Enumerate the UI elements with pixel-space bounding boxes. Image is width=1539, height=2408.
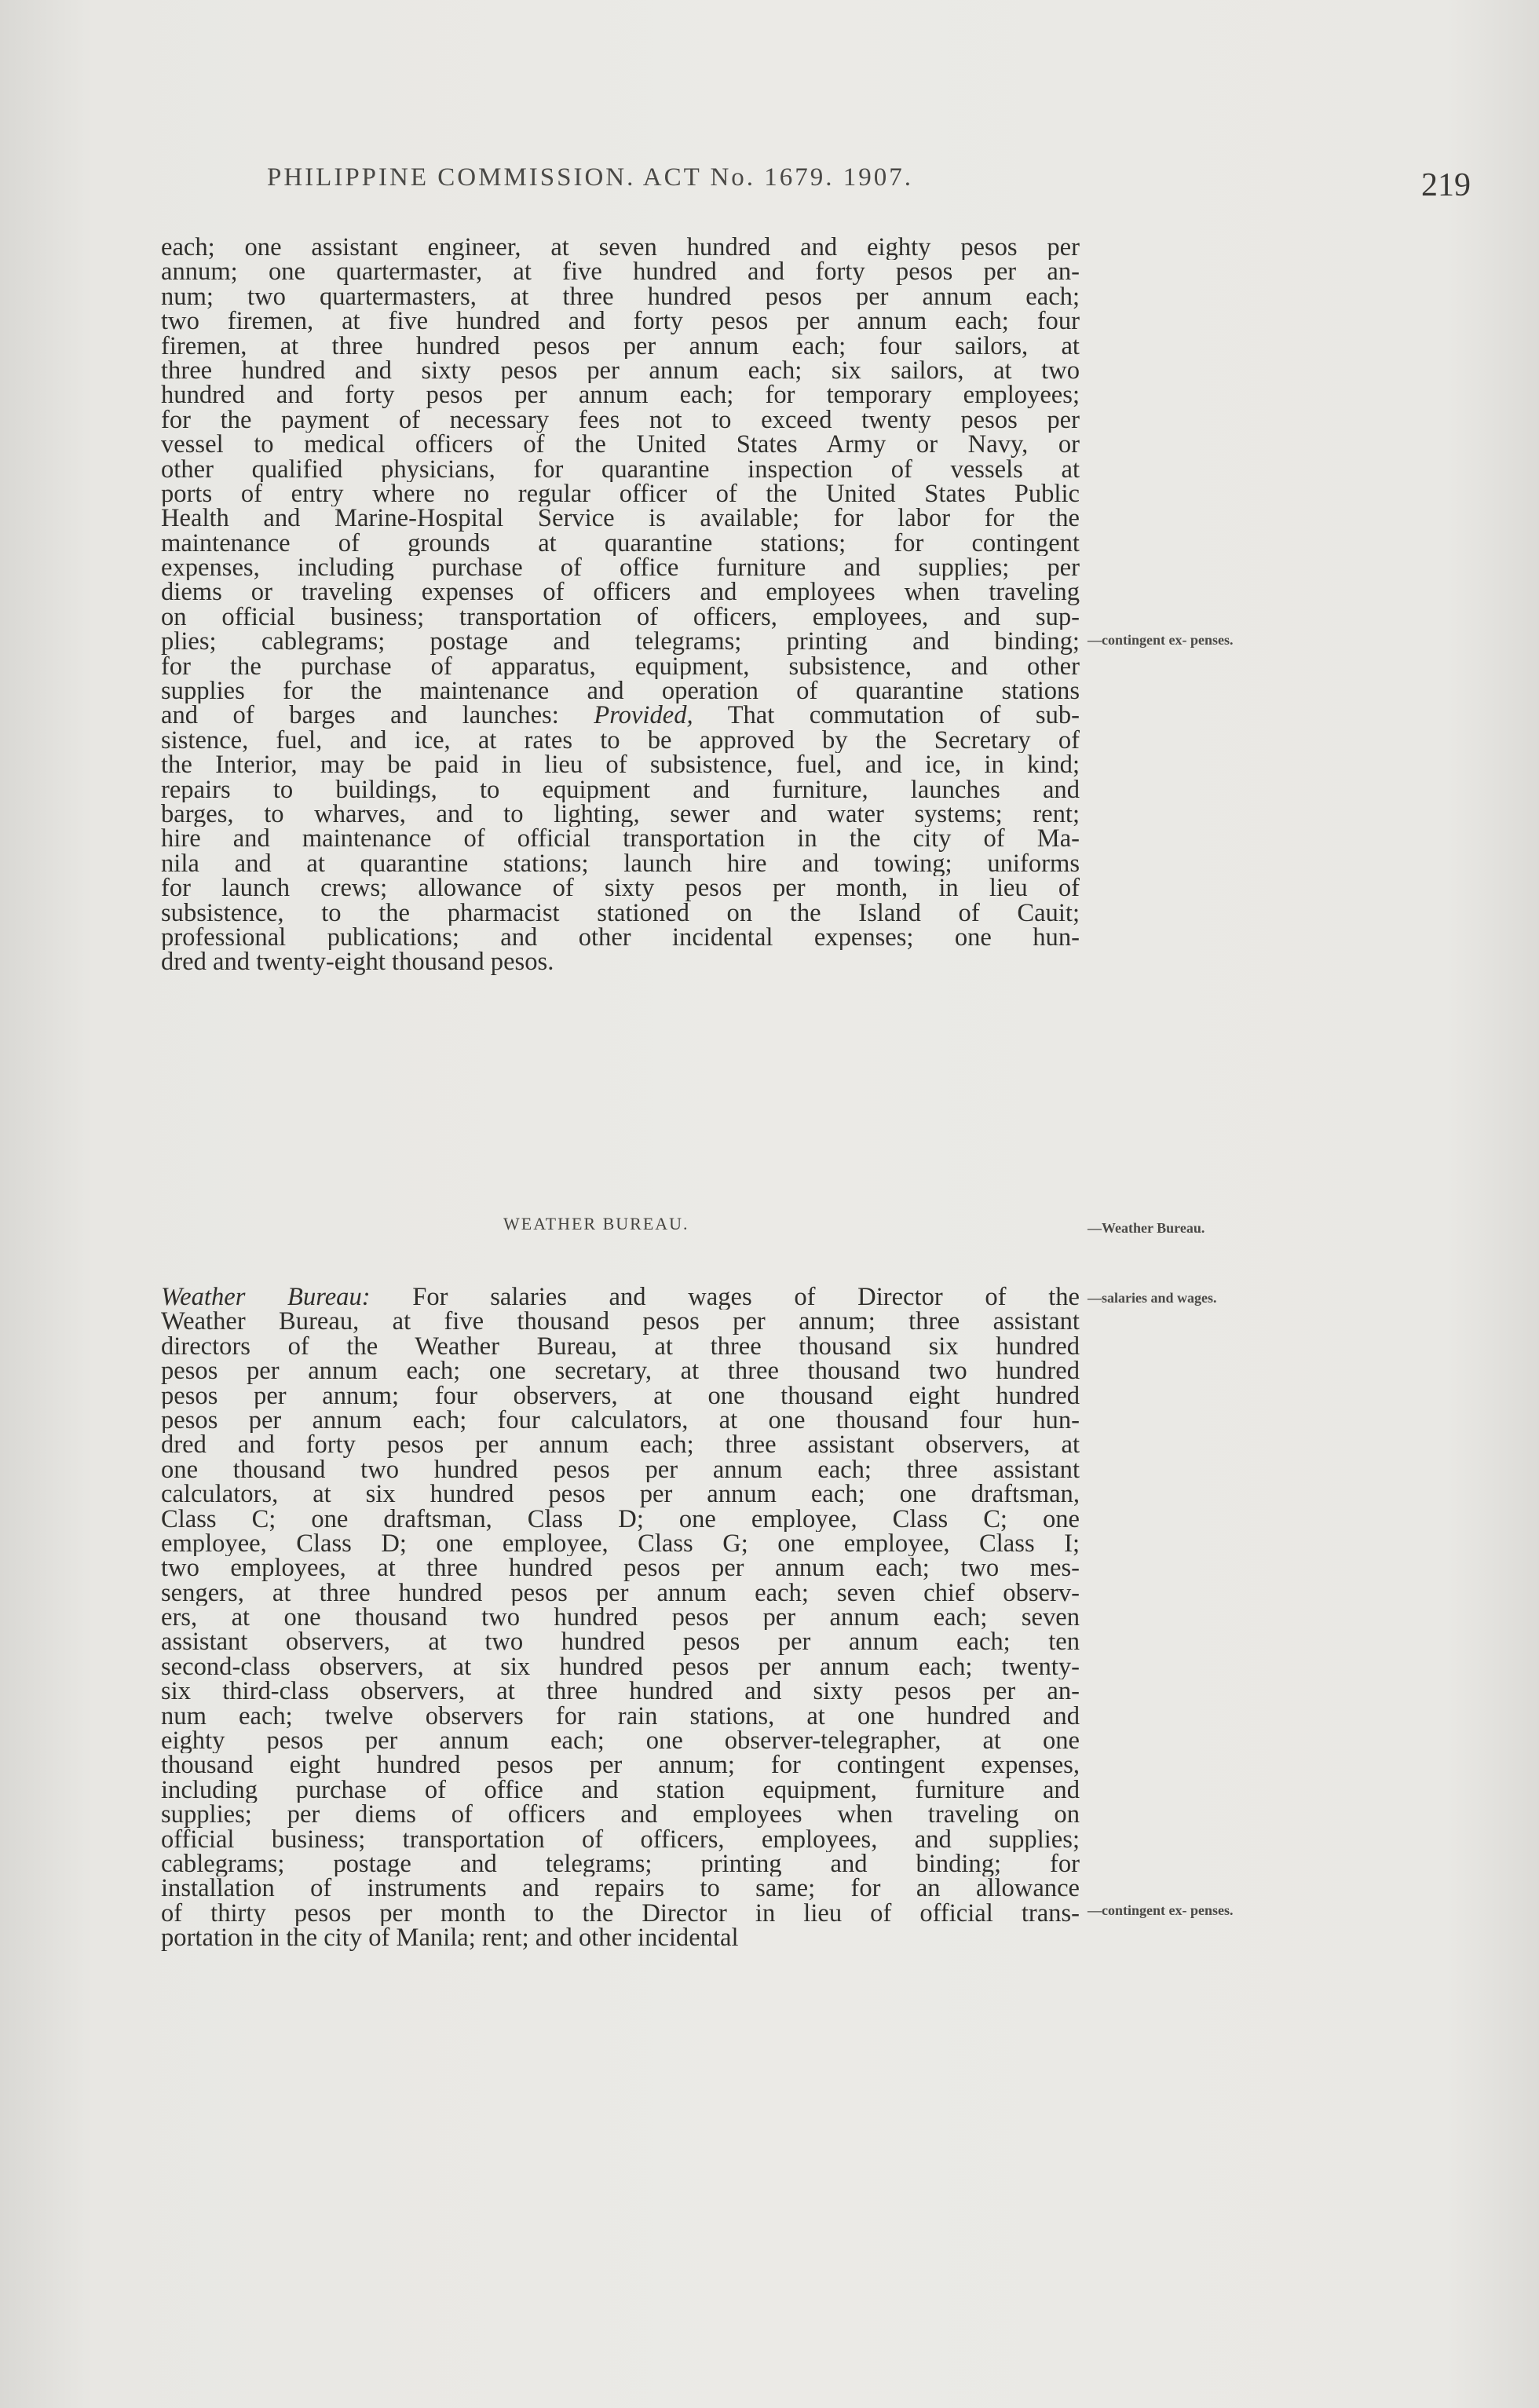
text-line: dred and forty pesos per annum each; three assistant observers, at [161,1433,1080,1458]
text-line: firemen, at three hundred pesos per annum each; four sailors, at [161,334,1080,359]
text-line: Weather Bureau: For salaries and wages of Director of the [161,1285,1080,1310]
text-line: pesos per annum each; one secretary, at three thousand two hundred [161,1359,1080,1384]
text-line: on official business; transportation of officers, employees, and sup- [161,605,1080,630]
text-line: plies; cablegrams; postage and telegrams; printing and binding; [161,630,1080,655]
text-line: cablegrams; postage and telegrams; printing and binding; for [161,1851,1080,1877]
text-line: eighty pesos per annum each; one observer-telegrapher, at one [161,1729,1080,1754]
text-line: maintenance of grounds at quarantine stations; for contingent [161,531,1080,557]
text-line: subsistence, to the pharmacist stationed on the Island of Cauit; [161,901,1080,926]
text-line: sengers, at three hundred pesos per annum each; seven chief observ- [161,1580,1080,1606]
text-line: vessel to medical officers of the United States Army or Navy, or [161,433,1080,458]
text-line: supplies for the maintenance and operation of quarantine stations [161,679,1080,704]
text-line: other qualified physicians, for quarantine inspection of vessels at [161,457,1080,482]
paragraph-weather-bureau [161,1285,1080,1951]
text-line: calculators, at six hundred pesos per annum each; one draftsman, [161,1482,1080,1507]
text-line: three hundred and sixty pesos per annum each; six sailors, at two [161,358,1080,384]
page-number: 219 [1421,167,1471,203]
text-line: dred and twenty-eight thousand pesos. [161,950,554,975]
text-line: Weather Bureau, at five thousand pesos per annum; three assistant [161,1310,1080,1335]
text-line: assistant observers, at two hundred pesos per annum each; ten [161,1630,1080,1655]
text-line: the Interior, may be paid in lieu of subsistence, fuel, and ice, in kind; [161,753,1080,778]
margin-note-weather-bureau: —Weather Bureau. [1088,1220,1205,1236]
paragraph-quarantine-service [161,236,1080,975]
margin-note-contingent-expenses-2: —contingent ex- penses. [1088,1902,1234,1918]
text-line: six third-class observers, at three hundred and sixty pesos per an- [161,1679,1080,1705]
text-line: Class C; one draftsman, Class D; one employee, Class C; one [161,1507,1080,1532]
text-line: ers, at one thousand two hundred pesos per annum each; seven [161,1606,1080,1631]
text-line: thousand eight hundred pesos per annum; for contingent expenses, [161,1753,1080,1778]
text-line: nila and at quarantine stations; launch hire and towing; uniforms [161,851,1080,877]
text-line: official business; transportation of officers, employees, and supplies; [161,1827,1080,1852]
text-line: diems or traveling expenses of officers and employees when traveling [161,580,1080,605]
text-line: num; two quartermasters, at three hundred pesos per annum each; [161,284,1080,310]
text-line: and of barges and launches: Provided, That commutation of sub- [161,703,1080,729]
text-line: portation in the city of Manila; rent; and other incidental [161,1926,739,1951]
text-line: directors of the Weather Bureau, at three thousand six hundred [161,1334,1080,1360]
text-line: num each; twelve observers for rain stations, at one hundred and [161,1704,1080,1730]
text-line: including purchase of office and station equipment, furniture and [161,1778,1080,1803]
text-line: professional publications; and other incidental expenses; one hun- [161,925,1080,951]
text-line: sistence, fuel, and ice, at rates to be approved by the Secretary of [161,728,1080,754]
text-line: of thirty pesos per month to the Director in lieu of official trans- [161,1901,1080,1927]
text-line: supplies; per diems of officers and employees when traveling on [161,1803,1080,1828]
text-line: hire and maintenance of official transportation in the city of Ma- [161,827,1080,852]
text-line: second-class observers, at six hundred pesos per annum each; twenty- [161,1654,1080,1680]
text-line: each; one assistant engineer, at seven hundred and eighty pesos per [161,236,1080,261]
text-line: pesos per annum; four observers, at one thousand eight hundred [161,1383,1080,1409]
text-line: for the payment of necessary fees not to exceed twenty pesos per [161,407,1080,433]
text-line: pesos per annum each; four calculators, at one thousand four hun- [161,1408,1080,1434]
section-heading-weather-bureau: WEATHER BUREAU. [503,1214,689,1233]
text-line: two firemen, at five hundred and forty pesos per annum each; four [161,309,1080,334]
text-line: employee, Class D; one employee, Class G; one employee, Class I; [161,1531,1080,1557]
text-line: two employees, at three hundred pesos per annum each; two mes- [161,1556,1080,1581]
text-line: hundred and forty pesos per annum each; for temporary employees; [161,383,1080,408]
text-line: for launch crews; allowance of sixty pesos per month, in lieu of [161,876,1080,901]
text-line: barges, to wharves, and to lighting, sewer and water systems; rent; [161,802,1080,828]
margin-note-salaries-and-wages: —salaries and wages. [1088,1290,1217,1306]
text-line: repairs to buildings, to equipment and furniture, launches and [161,777,1080,802]
text-line: one thousand two hundred pesos per annum each; three assistant [161,1457,1080,1483]
margin-note-contingent-expenses: —contingent ex- penses. [1088,632,1234,648]
text-line: expenses, including purchase of office furniture and supplies; per [161,556,1080,581]
text-line: ports of entry where no regular officer of the United States Public [161,481,1080,507]
text-line: for the purchase of apparatus, equipment, subsistence, and other [161,654,1080,680]
running-head: PHILIPPINE COMMISSION. ACT No. 1679. 1907. [267,163,914,192]
text-line: Health and Marine-Hospital Service is available; for labor for the [161,506,1080,532]
text-line: annum; one quartermaster, at five hundred and forty pesos per an- [161,260,1080,285]
text-line: installation of instruments and repairs to same; for an allowance [161,1876,1080,1902]
